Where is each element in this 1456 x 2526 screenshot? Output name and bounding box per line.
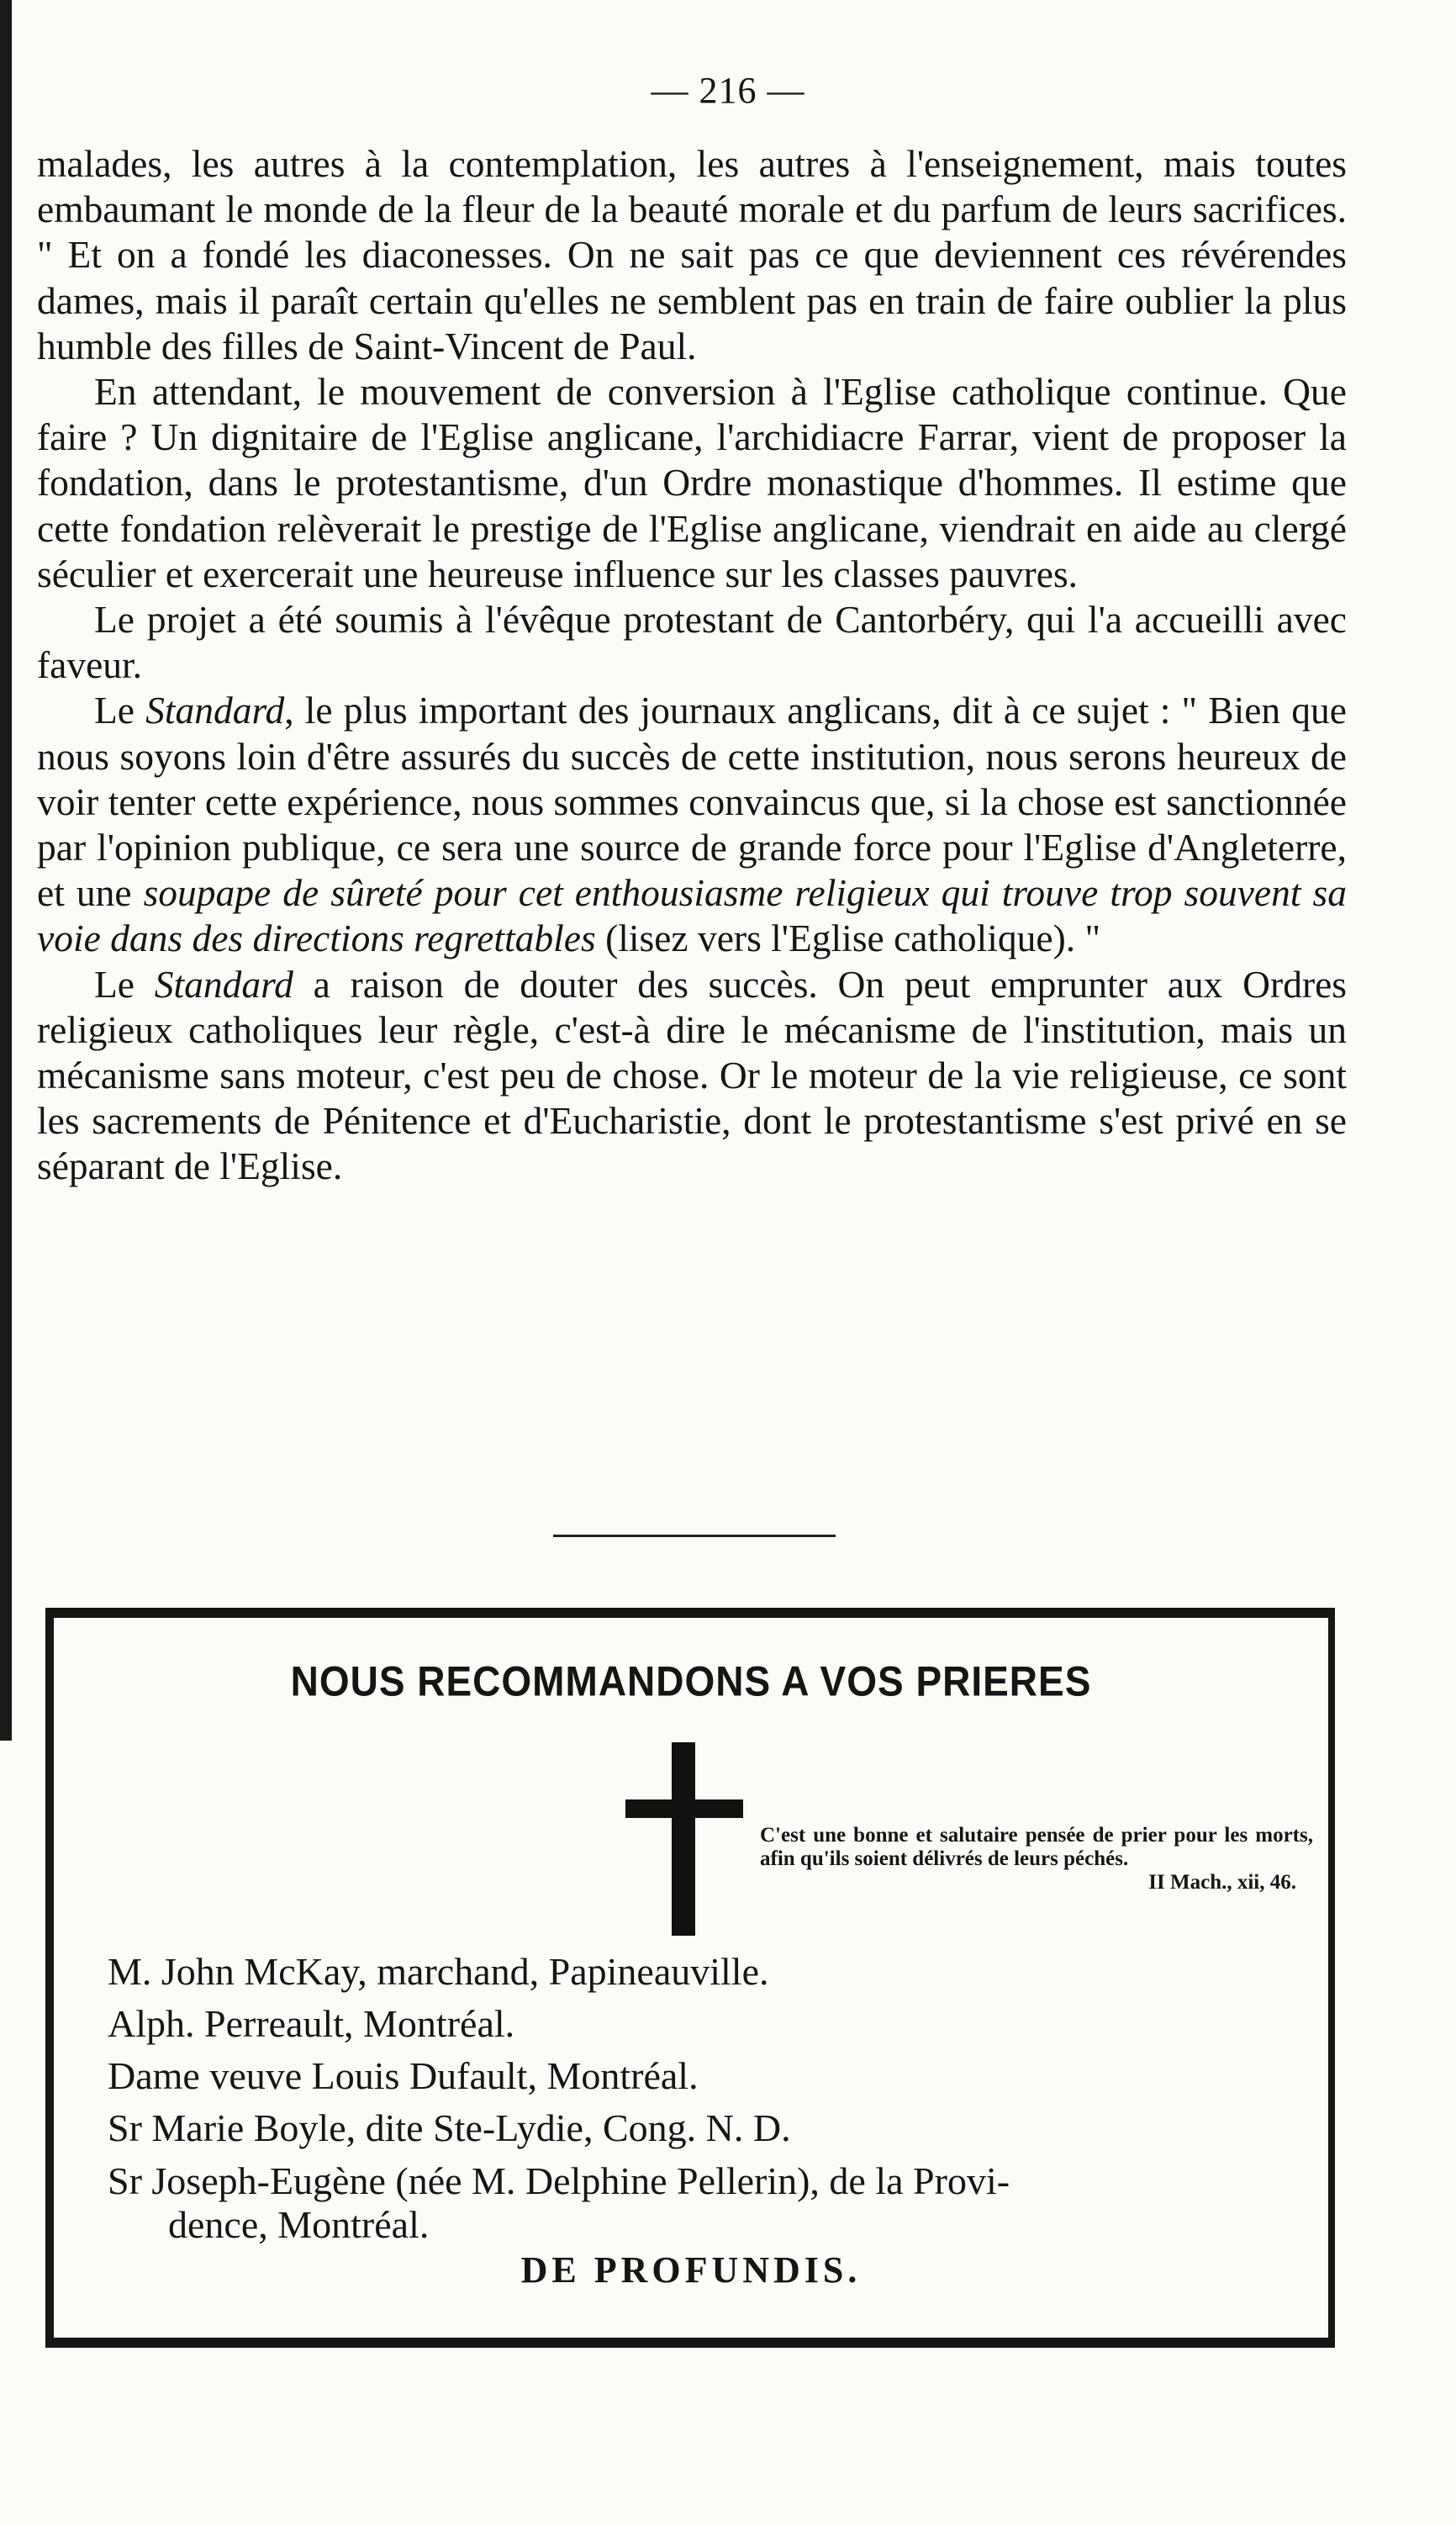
section-divider bbox=[553, 1535, 836, 1537]
deceased-entry bbox=[108, 2159, 1301, 2247]
text-run: En attendant, le mouvement de conversion à l'Eglise catholique continue. Que faire ? Un dignitaire de l'Eglise anglicane, l'archidiacre Farrar, vient de proposer la fondation, dans le protestantisme, d'un Ordre monastique d'hommes. Il estime que cette fondation relèverait le prestige de l'Eglise anglicane, viendrait en aide au clergé séculier et exercerait une heureuse influence sur les classes pauvres. bbox=[37, 370, 1347, 595]
italic-run: Standard bbox=[154, 962, 293, 1006]
prayer-notice-box bbox=[45, 1608, 1335, 2348]
scan-edge-bar bbox=[0, 0, 12, 1741]
deceased-entry-line: Sr Joseph-Eugène (née M. Delphine Pellerin), de la Provi- bbox=[108, 2159, 1010, 2202]
quote-reference: II Mach., xii, 46. bbox=[1148, 1871, 1296, 1894]
text-run: Le projet a été soumis à l'évêque protestant de Cantorbéry, qui l'a accueilli avec faveur. bbox=[37, 598, 1347, 687]
text-run: a raison de douter des succès. On peut emprunter aux Ordres religieux catholiques leur règle, c'est-à dire le mécanisme de l'institution, mais un mécanisme sans moteur, c'est peu de chose. Or le moteur de la vie religieuse, ce sont les sacrements de Pénitence et d'Eucharistie, dont le protestantisme s'est privé en se séparant de l'Eglise. bbox=[37, 962, 1347, 1188]
deceased-entry: Sr Marie Boyle, dite Ste-Lydie, Cong. N. D. bbox=[108, 2106, 791, 2149]
text-run: malades, les autres à la contemplation, les autres à l'enseignement, mais toutes embaumant le monde de la fleur de la beauté morale et du parfum de leurs sacrifices. " Et on a fondé les diaconesses. On ne sait pas ce que deviennent ces révérendes dames, mais il paraît certain qu'elles ne semblent pas en train de faire oublier la plus humble des filles de Saint-Vincent de Paul. bbox=[37, 142, 1347, 367]
deceased-entry: Alph. Perreault, Montréal. bbox=[108, 2002, 515, 2045]
cross-icon bbox=[625, 1742, 743, 1936]
italic-run: soupape de sûreté pour cet enthousiasme religieux qui trouve trop souvent sa voie dans des directions regrettables bbox=[37, 871, 1347, 960]
de-profundis: DE PROFUNDIS. bbox=[520, 2249, 862, 2291]
article-body bbox=[37, 141, 1347, 1190]
deceased-entry: M. John McKay, marchand, Papineauville. bbox=[108, 1950, 769, 1993]
deceased-list bbox=[108, 1946, 1301, 2247]
deceased-entry-continuation: dence, Montréal. bbox=[168, 2203, 430, 2246]
paragraph bbox=[37, 369, 1347, 597]
text-run: , le plus important des journaux anglicans, dit à ce sujet : " Bien que nous soyons loin d'être assurés du succès de cette institution, nous serons heureux de voir tenter cette expérience, nous sommes convaincus que, si la chose est sanctionnée par l'opinion publique, ce sera une source de grande force pour l'Eglise d'Angleterre, et une bbox=[37, 689, 1347, 915]
deceased-entry: Dame veuve Louis Dufault, Montréal. bbox=[108, 2054, 699, 2097]
text-run: Le bbox=[94, 962, 155, 1006]
scripture-quote bbox=[760, 1824, 1313, 1894]
paragraph bbox=[37, 141, 1347, 369]
page-number: — 216 — bbox=[651, 70, 805, 111]
paragraph bbox=[37, 962, 1347, 1190]
paragraph bbox=[37, 688, 1347, 961]
paragraph bbox=[37, 597, 1347, 688]
italic-run: Standard bbox=[145, 689, 285, 732]
text-run: (lisez vers l'Eglise catholique). " bbox=[595, 917, 1101, 960]
notice-heading: NOUS RECOMMANDONS A VOS PRIERES bbox=[290, 1657, 1092, 1705]
text-run: Le bbox=[94, 689, 146, 732]
quote-text: C'est une bonne et salutaire pensée de prier pour les morts, afin qu'ils soient délivrés de leurs péchés. bbox=[760, 1824, 1313, 1870]
